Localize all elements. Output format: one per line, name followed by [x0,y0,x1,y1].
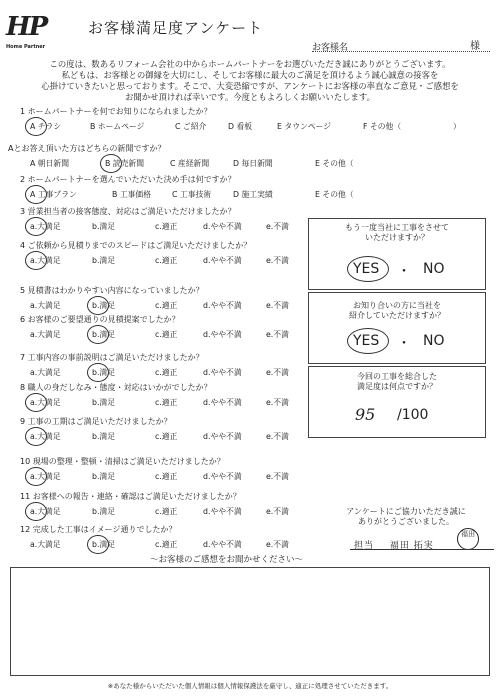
question-text: 5 見積書はわかりやすい内容になっていましたか？ [20,286,204,295]
answer-option[interactable]: d.やや不満 [203,540,242,549]
question-text: 12 完成した工事はイメージ通りでしたか？ [20,525,177,534]
answer-option[interactable]: d.やや不満 [203,256,242,265]
answer-option[interactable]: C ご紹介 [175,122,207,131]
answer-option[interactable]: a.大満足 [30,256,61,265]
answer-option[interactable]: d.やや不満 [203,368,242,377]
yes-option[interactable]: YES [353,333,380,349]
company-logo: HP [6,12,47,42]
answer-option[interactable]: F その他（ [363,122,402,131]
page-title: お客様満足度アンケート [88,19,264,37]
question-text: 10 現場の整理・整頓・清掃はご満足いただけましたか？ [20,457,225,466]
selected-circle [25,251,47,270]
selected-circle [100,154,122,173]
answer-option[interactable]: e.不満 [266,432,289,441]
answer-option[interactable]: c.適正 [155,368,178,377]
answer-option[interactable]: D 毎日新聞 [233,159,273,168]
answer-option[interactable]: D 看板 [228,122,253,131]
question-text: 8 職人の身だしなみ・態度・対応はいかがでしたか？ [20,383,212,392]
selected-circle [87,363,109,382]
answer-option[interactable]: A チラシ [30,122,62,131]
answer-option[interactable]: c.適正 [155,222,178,231]
answer-option[interactable]: a.大満足 [30,301,61,310]
selected-circle [25,427,47,446]
privacy-note: ※あなた様からいただいた個人情報は個人情報保護法を厳守し、適正に処理させていただきます。 [107,682,393,690]
answer-option[interactable]: a.大満足 [30,222,61,231]
separator-dot: ・ [397,264,411,280]
answer-option[interactable]: d.やや不満 [203,330,242,339]
answer-option[interactable]: d.やや不満 [203,301,242,310]
answer-option[interactable]: a.大満足 [30,540,61,549]
answer-option[interactable]: e.不満 [266,540,289,549]
answer-option[interactable]: b.満足 [92,472,116,481]
referral-question: お知り合いの方に当社を [353,301,441,310]
answer-option[interactable]: e.不満 [266,398,289,407]
answer-option[interactable]: B ホームページ [90,122,145,131]
comment-heading: ～お客様のご感想をお聞かせください～ [150,555,304,565]
question-text: 6 お客様のご要望通りの見積提案でしたか？ [20,315,180,324]
answer-option[interactable]: B 読売新聞 [105,159,145,168]
question-text: 1 ホームパートナーを何でお知りになられましたか？ [20,107,212,116]
repeat-order-question: もう一度当社に工事をさせて [345,223,449,232]
answer-option[interactable]: c.適正 [155,540,178,549]
answer-option[interactable]: d.やや不満 [203,432,242,441]
answer-option[interactable]: C 産経新聞 [170,159,210,168]
repeat-order-question: いただけますか？ [365,233,429,242]
answer-option[interactable]: D 施工実績 [233,190,273,199]
selected-circle [25,467,47,486]
answer-option[interactable]: b.満足 [92,256,116,265]
selected-circle [87,296,109,315]
referral-question: 紹介していただけますか？ [349,311,445,320]
answer-option[interactable]: b.満足 [92,398,116,407]
answer-option[interactable]: e.不満 [266,507,289,516]
intro-line: 私どもは、お客様との御縁を大切にし、そしてお客様に最大のご満足を頂けるよう誠心誠意の接客を [61,70,439,80]
intro-line: この度は、数あるリフォーム会社の中からホームパートナーをお選びいただき誠にありがとうございます。 [49,59,451,69]
customer-name-field[interactable] [312,51,490,52]
question-text: 7 工事内容の事前説明はご満足いただけましたか？ [20,353,204,362]
answer-option[interactable]: d.やや不満 [203,507,242,516]
answer-option[interactable]: b.満足 [92,432,116,441]
answer-option[interactable]: c.適正 [155,301,178,310]
question-text: Aとお答え頂いた方はどちらの新聞ですか？ [8,144,166,153]
no-option[interactable]: NO [423,333,445,349]
intro-line: お聞かせ頂ければ幸いです。今度ともよろしくお願いいたします。 [125,92,375,102]
answer-option[interactable]: A 工事プラン [30,190,77,199]
selected-circle [87,325,109,344]
answer-option[interactable]: B 工事価格 [112,190,152,199]
answer-option[interactable]: d.やや不満 [203,472,242,481]
overall-score-question: 今回の工事を総合した [357,372,437,381]
referral-box [308,292,486,364]
answer-option[interactable]: b.満足 [92,540,116,549]
answer-option[interactable]: a.大満足 [30,398,61,407]
answer-option[interactable]: e.不満 [266,301,289,310]
answer-option[interactable]: e.不満 [266,472,289,481]
answer-option[interactable]: c.適正 [155,472,178,481]
no-option[interactable]: NO [423,261,445,277]
separator-dot: ・ [397,336,411,352]
answer-option[interactable]: c.適正 [155,330,178,339]
selected-circle [25,117,47,136]
answer-option[interactable]: E その他（ [315,190,354,199]
thanks-message [322,507,490,527]
thanks-line: ありがとうございました。 [358,517,454,526]
yes-option[interactable]: YES [353,261,380,277]
selected-circle [347,328,389,354]
question-text: 4 ご依頼から見積りまでのスピードはご満足いただけましたか？ [20,241,252,250]
question-text: 11 お客様への報告・連絡・確認はご満足いただけましたか？ [20,492,241,501]
answer-option[interactable]: c.適正 [155,256,178,265]
answer-option[interactable]: ） [453,122,461,131]
staff-stamp: 福田 [457,528,479,550]
question-text: 2 ホームパートナーを選んでいただいた決め手は何ですか？ [20,175,236,184]
customer-name-label: お客様名 [312,43,349,53]
answer-option[interactable]: d.やや不満 [203,222,242,231]
selected-circle [347,256,389,282]
staff-label: 担当 [354,541,375,551]
comment-box[interactable] [10,567,490,676]
answer-option[interactable]: b.満足 [92,330,116,339]
question-text: 3 営業担当者の接客態度、対応はご満足いただけましたか？ [20,207,236,216]
answer-option[interactable]: d.やや不満 [203,398,242,407]
answer-option[interactable]: e.不満 [266,368,289,377]
answer-option[interactable]: c.適正 [155,507,178,516]
selected-circle [25,502,47,521]
answer-option[interactable]: b.満足 [92,368,116,377]
answer-option[interactable]: C 工事技術 [172,190,212,199]
thanks-line: アンケートにご協力いただき誠に [346,507,466,516]
selected-circle [87,535,109,554]
answer-option[interactable]: c.適正 [155,398,178,407]
overall-score-box [308,366,486,438]
answer-option[interactable]: b.満足 [92,507,116,516]
question-text: 9 工事の工期はご満足いただけましたか？ [20,417,172,426]
answer-option[interactable]: b.満足 [92,301,116,310]
overall-score-question: 満足度は何点ですか？ [357,382,437,391]
selected-circle [25,393,47,412]
answer-option[interactable]: a.大満足 [30,472,61,481]
answer-option[interactable]: A 朝日新聞 [30,159,69,168]
answer-option[interactable]: a.大満足 [30,368,61,377]
answer-option[interactable]: a.大満足 [30,507,61,516]
selected-circle [25,185,47,204]
answer-option[interactable]: c.適正 [155,432,178,441]
staff-name: 福田 拓実 [389,541,434,551]
score-value[interactable]: 95 [355,405,376,424]
answer-option[interactable]: e.不満 [266,330,289,339]
intro-line: 心掛けていきたいと思っております。そこで、大変恐縮ですが、アンケートにお客様の率直なご意見・ご感想を [41,81,459,91]
company-logo-subtext: Home Partner [6,44,46,50]
answer-option[interactable]: a.大満足 [30,330,61,339]
customer-name-suffix: 様 [470,41,480,52]
score-total: /100 [397,407,429,423]
answer-option[interactable]: b.満足 [92,222,116,231]
answer-option[interactable]: E その他（ [315,159,354,168]
signature-underline [350,549,494,550]
repeat-order-box [308,218,486,290]
answer-option[interactable]: e.不満 [266,256,289,265]
answer-option[interactable]: a.大満足 [30,432,61,441]
answer-option[interactable]: E タウンページ [277,122,332,131]
answer-option[interactable]: e.不満 [266,222,289,231]
selected-circle [25,217,47,236]
